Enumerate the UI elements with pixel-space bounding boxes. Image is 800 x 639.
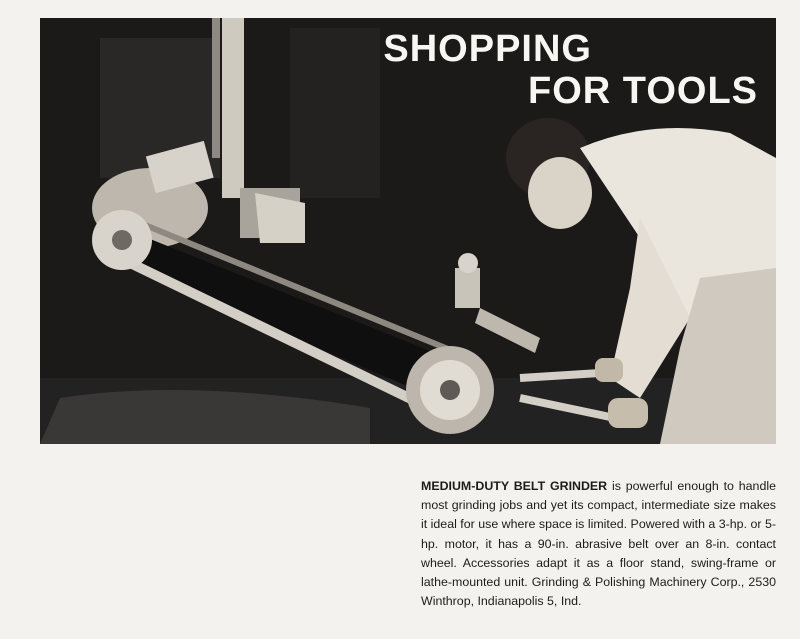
headline-line2: FOR TOOLS xyxy=(528,70,758,112)
caption-body: is powerful enough to handle most grinding jobs and yet its compact, intermediate size makes it ideal for use where space is limited. Powered with a 3-hp. or 5-hp. motor, it has a 90-in. abrasive belt over an 8-in. contact wheel. Accessories adapt it as a floor stand, swing-frame or lathe-mounted unit. Grinding & Polishing Machinery Corp., 2530 Winthrop, Indianapolis 5, Ind. xyxy=(421,479,776,609)
headline-line1: SHOPPING xyxy=(383,28,592,70)
headline xyxy=(383,28,758,112)
caption xyxy=(421,477,776,611)
photo xyxy=(40,18,776,444)
caption-lead: MEDIUM-DUTY BELT GRINDER xyxy=(421,479,608,493)
